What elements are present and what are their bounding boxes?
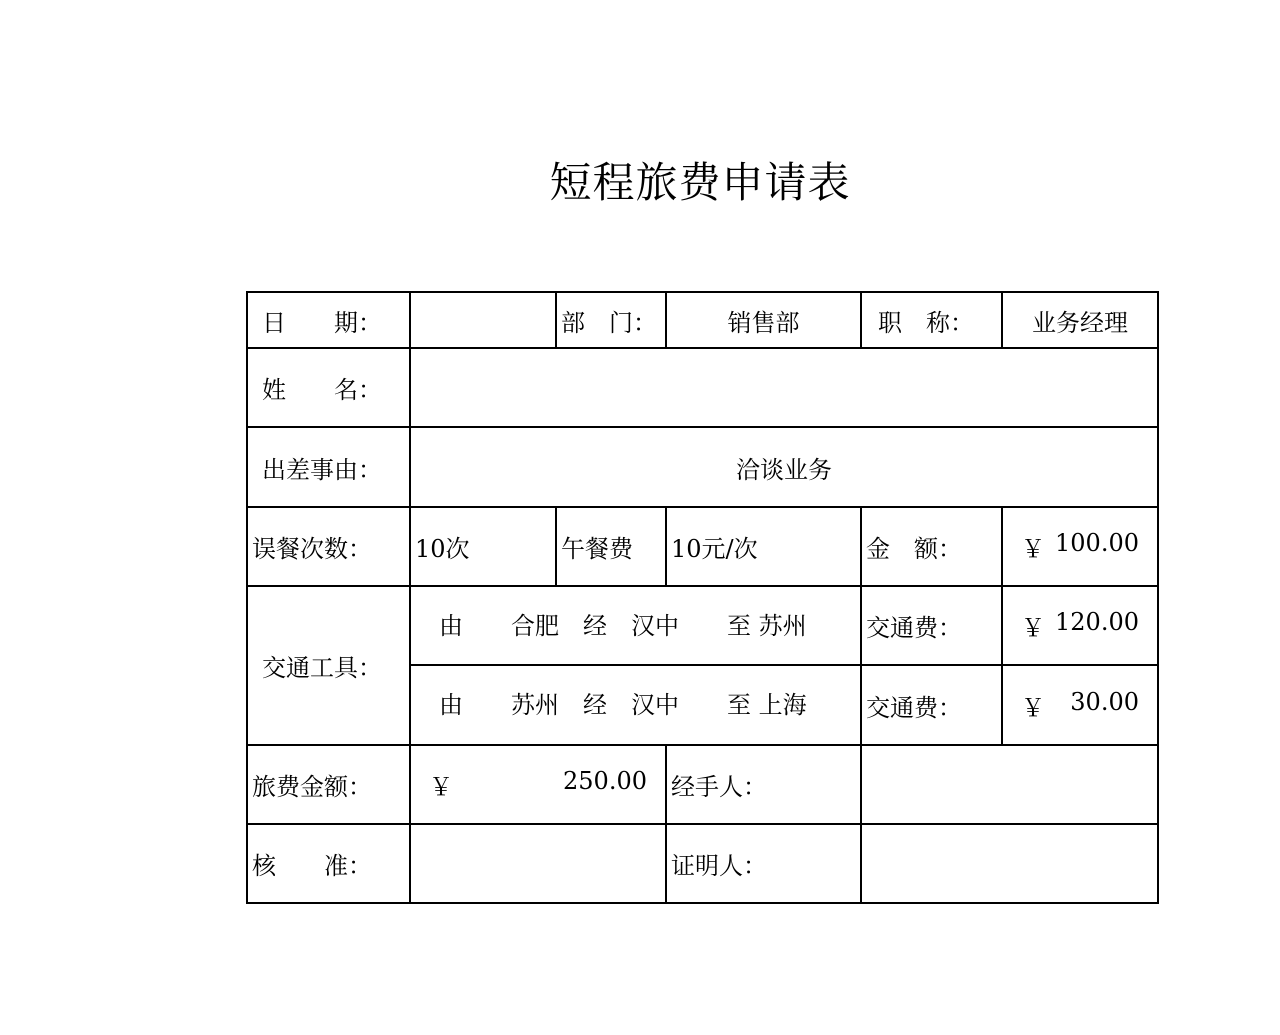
fee-value: 30.00 — [1070, 687, 1139, 716]
reason-field[interactable]: 洽谈业务 — [410, 427, 1158, 507]
witness-field[interactable] — [861, 824, 1158, 903]
route-1-field[interactable]: 由 合肥 经 汉中 至 苏州 — [410, 586, 861, 665]
transport-fee-label-2: 交通费： — [861, 665, 1002, 745]
name-field[interactable] — [410, 348, 1158, 427]
form-title: 短程旅费申请表 — [549, 158, 851, 207]
dept-field[interactable]: 销售部 — [666, 292, 861, 348]
approve-label: 核 准： — [247, 824, 410, 903]
total-label: 旅费金额： — [247, 745, 410, 824]
date-label: 日 期： — [247, 292, 410, 348]
currency-symbol: ￥ — [1021, 614, 1045, 642]
amount-field[interactable] — [1002, 507, 1158, 586]
transport-fee-field-2[interactable] — [1002, 665, 1158, 745]
meal-count-field[interactable]: 10次 — [410, 507, 556, 586]
currency-symbol: ￥ — [1021, 693, 1045, 722]
currency-symbol: ￥ — [1021, 535, 1045, 563]
transport-fee-label-1: 交通费： — [861, 586, 1002, 665]
transport-fee-field-1[interactable] — [1002, 586, 1158, 665]
total-value: 250.00 — [563, 767, 647, 795]
route-2-field[interactable]: 由 苏州 经 汉中 至 上海 — [410, 665, 861, 745]
fee-value: 120.00 — [1055, 608, 1139, 636]
meal-count-label: 误餐次数： — [247, 507, 410, 586]
handler-field[interactable] — [861, 745, 1158, 824]
total-field[interactable] — [410, 745, 666, 824]
approve-field[interactable] — [410, 824, 666, 903]
amount-value: 100.00 — [1055, 529, 1139, 557]
witness-label: 证明人： — [666, 824, 861, 903]
position-field[interactable]: 业务经理 — [1002, 292, 1158, 348]
lunch-label: 午餐费 — [556, 507, 666, 586]
name-label: 姓 名： — [247, 348, 410, 427]
amount-label: 金 额： — [861, 507, 1002, 586]
position-label: 职 称： — [861, 292, 1002, 348]
travel-expense-form — [246, 291, 1159, 904]
dept-label: 部 门： — [556, 292, 666, 348]
reason-label: 出差事由： — [247, 427, 410, 507]
currency-symbol: ￥ — [429, 773, 453, 801]
date-field[interactable] — [410, 292, 556, 348]
transport-label: 交通工具： — [247, 586, 410, 745]
lunch-field[interactable]: 10元/次 — [666, 507, 861, 586]
handler-label: 经手人： — [666, 745, 861, 824]
